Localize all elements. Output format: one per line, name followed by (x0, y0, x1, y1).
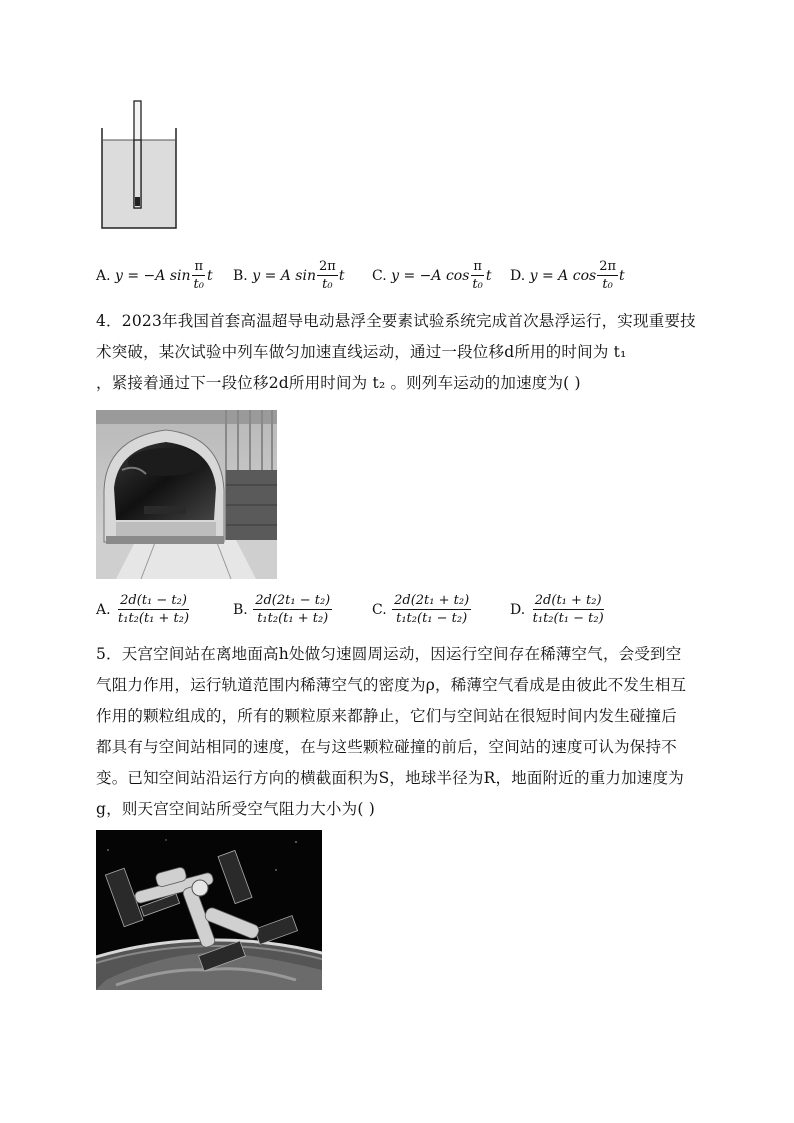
q4-stem (96, 306, 716, 399)
q3-options (96, 258, 736, 302)
fraction: $\frac{\pi}{\text{t₀}}$ (472, 259, 483, 292)
q3-option-d[interactable]: D. y = A cos $\frac{2\pi}{\text{t₀}}$ t (510, 259, 625, 292)
fraction: $\frac{\text{2d(2t₁ + t₂)}}{\text{t₁t₂(t₁ − t₂)}}$ (394, 593, 470, 626)
q5-stem (96, 639, 716, 825)
q4-option-c[interactable]: C. $\frac{\text{2d(2t₁ + t₂)}}{\text{t₁t₂(t₁ − t₂)}}$ (372, 593, 470, 626)
q4-line-2: 术突破，某次试验中列车做匀加速直线运动，通过一段位移d所用的时间为 t₁ (96, 343, 627, 361)
q4-option-d[interactable]: D. $\frac{\text{2d(t₁ + t₂)}}{\text{t₁t₂(t₁ − t₂)}}$ (510, 593, 604, 626)
q4-line-3: ，紧接着通过下一段位移2d所用时间为 t₂ 。则列车运动的加速度为( ) (96, 374, 581, 392)
q3-option-b[interactable]: B. y = A sin $\frac{2\pi}{\text{t₀}}$ t (233, 259, 345, 292)
q3-option-a[interactable]: A. y = −A sin $\frac{\pi}{\text{t₀}}$ t (96, 259, 213, 292)
q5-line-6: g，则天宫空间站所受空气阻力大小为( ) (96, 800, 375, 818)
fraction: $\frac{\text{2d(t₁ − t₂)}}{\text{t₁t₂(t₁ + t₂)}}$ (118, 593, 190, 626)
fraction: $\frac{\text{2d(2t₁ − t₂)}}{\text{t₁t₂(t₁ + t₂)}}$ (255, 593, 331, 626)
space-station-photo (96, 830, 322, 990)
maglev-train-photo (96, 410, 277, 579)
q3-option-c[interactable]: C. y = −A cos $\frac{\pi}{\text{t₀}}$ t (372, 259, 492, 292)
q4-option-a[interactable]: A. $\frac{\text{2d(t₁ − t₂)}}{\text{t₁t₂(t₁ + t₂)}}$ (96, 593, 190, 626)
q5-line-4: 都具有与空间站相同的速度，在与这些颗粒碰撞的前后，空间站的速度可认为保持不 (96, 738, 677, 756)
q5-line-1: 5．天宫空间站在离地面高h处做匀速圆周运动，因运行空间存在稀薄空气，会受到空 (96, 645, 682, 663)
q4-options (96, 592, 736, 632)
fraction: $\frac{2\pi}{\text{t₀}}$ (599, 259, 617, 292)
fraction: $\frac{\text{2d(t₁ + t₂)}}{\text{t₁t₂(t₁ − t₂)}}$ (532, 593, 604, 626)
q5-line-5: 变。已知空间站沿运行方向的横截面积为S，地球半径为R，地面附近的重力加速度为 (96, 769, 684, 787)
q4-line-1: 4．2023年我国首套高温超导电动悬浮全要素试验系统完成首次悬浮运行，实现重要技 (96, 312, 696, 330)
q5-line-2: 气阻力作用，运行轨道范围内稀薄空气的密度为ρ，稀薄空气看成是由彼此不发生相互 (96, 676, 687, 694)
q5-line-3: 作用的颗粒组成的，所有的颗粒原来都静止，它们与空间站在很短时间内发生碰撞后 (96, 707, 677, 725)
q4-option-b[interactable]: B. $\frac{\text{2d(2t₁ − t₂)}}{\text{t₁t₂(t₁ + t₂)}}$ (233, 593, 331, 626)
fraction: $\frac{2\pi}{\text{t₀}}$ (318, 259, 336, 292)
fraction: $\frac{\pi}{\text{t₀}}$ (193, 259, 204, 292)
beaker-figure (96, 98, 182, 232)
